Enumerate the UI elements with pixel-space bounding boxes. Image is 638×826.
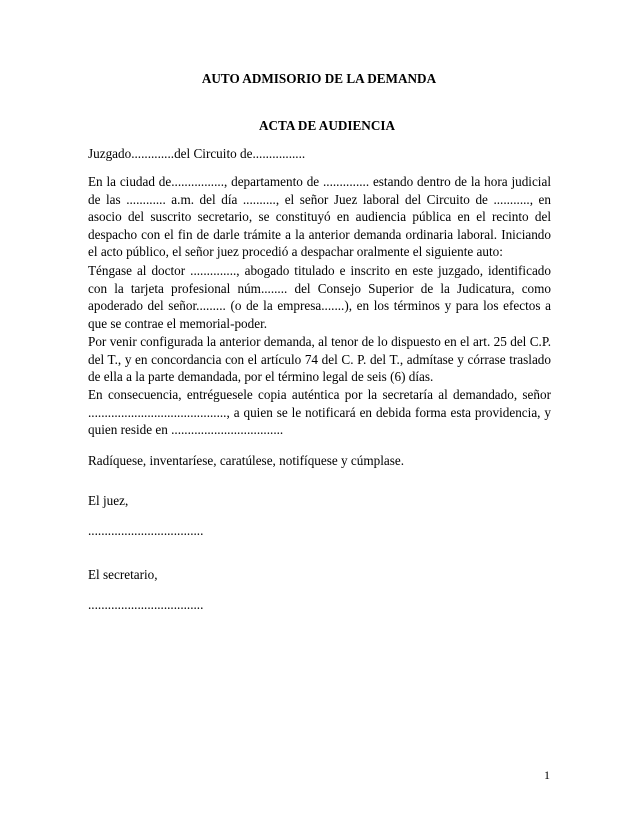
paragraph-por-venir: Por venir configurada la anterior demanda, al tenor de lo dispuesto en el art. 25 del C.P. del T., y en concordancia con el artículo 74 del C. P. del T., admítase y córrase traslado de ella a la parte demandada, por el término legal de seis (6) días. [88, 334, 551, 384]
page-number: 1 [544, 768, 550, 782]
signature-juez-label: El juez, [88, 493, 129, 508]
document-subtitle: ACTA DE AUDIENCIA [258, 118, 396, 133]
paragraph-consecuencia: En consecuencia, entréguesele copia auténtica por la secretaría al demandado, señor .........................................., a quien se le notificará en debida forma esta providencia, y quien reside en .................................. [88, 387, 551, 437]
document-title: AUTO ADMISORIO DE LA DEMANDA [201, 71, 437, 86]
paragraph-juzgado: Juzgado.............del Circuito de................ [88, 146, 306, 161]
signature-secretario-line: ................................... [88, 597, 204, 612]
signature-secretario-label: El secretario, [88, 567, 158, 582]
signature-juez-line: ................................... [88, 523, 204, 538]
paragraph-tengase: Téngase al doctor .............., abogado titulado e inscrito en este juzgado, identificado con la tarjeta profesional núm........ del Consejo Superior de la Judicatura, como apoderado del señor......... (o de la empresa.......), en los términos y para los efectos a que se contrae el memorial-poder. [88, 263, 551, 331]
paragraph-ciudad: En la ciudad de................, departamento de .............. estando dentro de la hora judicial de las ............ a.m. del día .........., el señor Juez laboral del Circuito de ..........., en asocio del suscrito secretario, se constituyó en audiencia pública en el recinto del despacho con el fin de darle trámite a la anterior demanda ordinaria laboral. Iniciando el acto público, el señor juez procedió a despachar oralmente el siguiente auto: [88, 174, 551, 259]
paragraph-radiquese: Radíquese, inventaríese, caratúlese, notifíquese y cúmplase. [88, 453, 405, 468]
